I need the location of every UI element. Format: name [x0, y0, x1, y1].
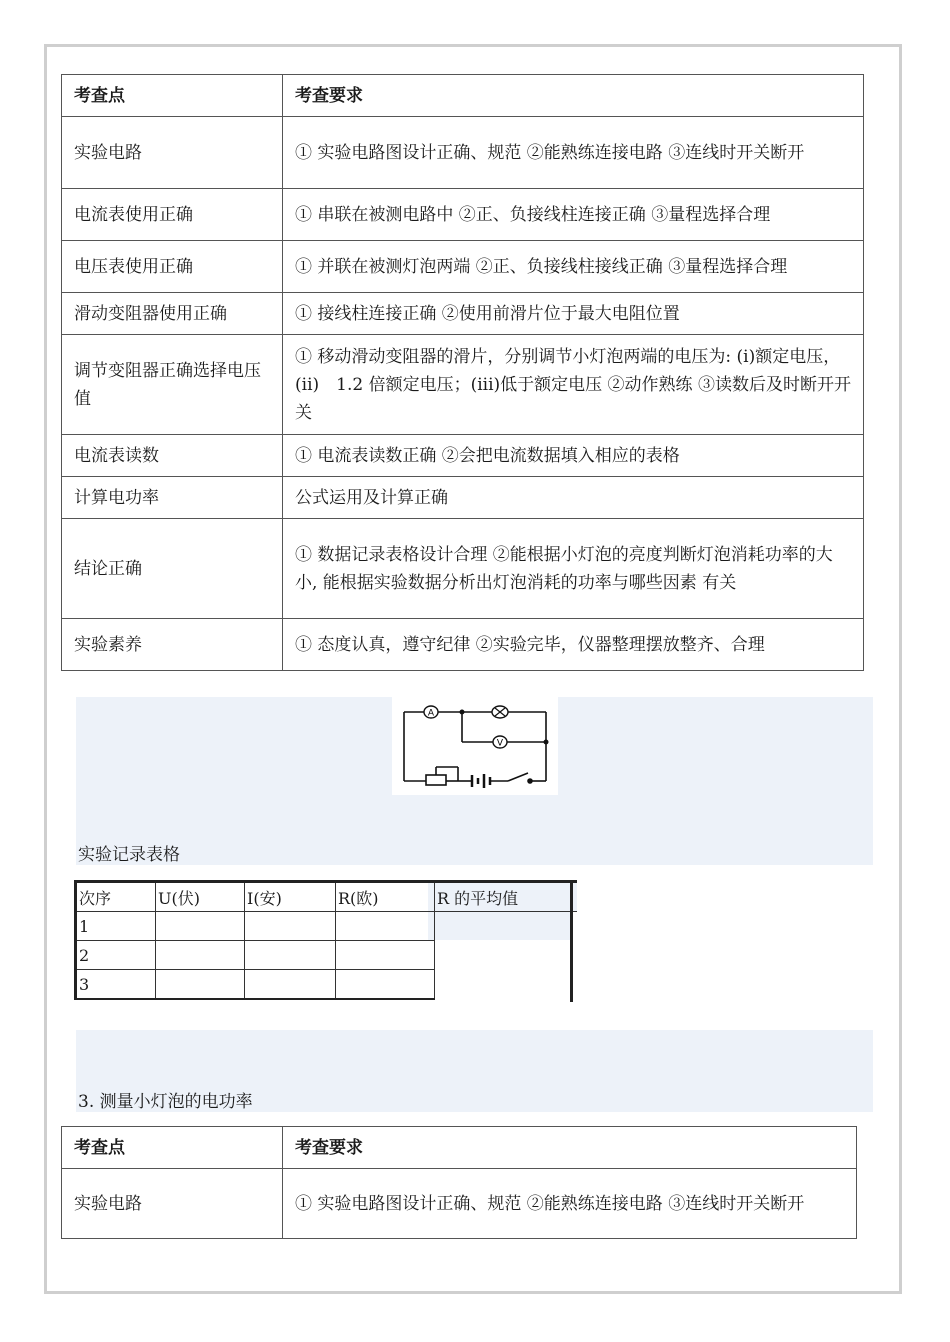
header-cell: 考查要求 [283, 75, 864, 117]
ammeter-symbol [424, 706, 438, 719]
checkpoint-cell: 结论正确 [62, 519, 283, 619]
record-cell: 3 [76, 970, 156, 1000]
section-title: 3. 测量小灯泡的电功率 [78, 1092, 253, 1112]
record-cell [245, 912, 336, 941]
record-cell [245, 941, 336, 970]
checkpoint-cell: 电流表读数 [62, 435, 283, 477]
lamp-symbol [492, 706, 508, 718]
header-cell: 考查要求 [283, 1127, 857, 1169]
record-header-cell: U(伏) [156, 882, 245, 912]
checkpoint-cell: 实验电路 [62, 1169, 283, 1239]
average-cell [435, 912, 578, 941]
average-cell [435, 941, 578, 970]
record-cell: 1 [76, 912, 156, 941]
requirements-table [61, 74, 864, 671]
record-table-caption: 实验记录表格 [78, 845, 180, 865]
requirement-cell: ① 实验电路图设计正确、规范 ②能熟练连接电路 ③连线时开关断开 [283, 117, 864, 189]
checkpoint-cell: 计算电功率 [62, 477, 283, 519]
checkpoint-cell: 电流表使用正确 [62, 189, 283, 241]
requirement-cell: ① 接线柱连接正确 ②使用前滑片位于最大电阻位置 [283, 293, 864, 335]
record-header-cell: 次序 [76, 882, 156, 912]
voltmeter-symbol [493, 736, 507, 749]
voltmeter-label: V [496, 738, 504, 749]
checkpoint-cell: 滑动变阻器使用正确 [62, 293, 283, 335]
record-cell [156, 941, 245, 970]
record-cell [336, 912, 435, 941]
requirement-cell: ① 数据记录表格设计合理 ②能根据小灯泡的亮度判断灯泡消耗功率的大小, 能根据实验数据分析出灯泡消耗的功率与哪些因素 有关 [283, 519, 864, 619]
checkpoint-cell: 实验素养 [62, 619, 283, 671]
checkpoint-cell: 实验电路 [62, 117, 283, 189]
requirement-cell: ① 电流表读数正确 ②会把电流数据填入相应的表格 [283, 435, 864, 477]
checkpoint-cell: 电压表使用正确 [62, 241, 283, 293]
header-cell: 考查点 [62, 75, 283, 117]
requirements-table-2 [61, 1126, 857, 1239]
circuit-diagram [392, 697, 558, 795]
record-cell [156, 912, 245, 941]
record-cell [336, 970, 435, 1000]
record-cell [336, 941, 435, 970]
record-header-cell: I(安) [245, 882, 336, 912]
checkpoint-cell: 调节变阻器正确选择电压值 [62, 335, 283, 435]
requirement-cell: ① 实验电路图设计正确、规范 ②能熟练连接电路 ③连线时开关断开 [283, 1169, 857, 1239]
ammeter-label: A [427, 708, 435, 719]
record-table-right-border [570, 880, 573, 1002]
requirement-cell: ① 串联在被测电路中 ②正、负接线柱连接正确 ③量程选择合理 [283, 189, 864, 241]
record-header-cell: R(欧) [336, 882, 435, 912]
requirement-cell: ① 并联在被测灯泡两端 ②正、负接线柱接线正确 ③量程选择合理 [283, 241, 864, 293]
requirement-cell: ① 态度认真，遵守纪律 ②实验完毕，仪器整理摆放整齐、合理 [283, 619, 864, 671]
average-cell [435, 970, 578, 1000]
header-cell: 考查点 [62, 1127, 283, 1169]
requirement-cell: 公式运用及计算正确 [283, 477, 864, 519]
record-table [74, 880, 577, 1000]
requirement-cell: ① 移动滑动变阻器的滑片，分别调节小灯泡两端的电压为: (i)额定电压，(ii) 1.2 倍额定电压；(iii)低于额定电压 ②动作熟练 ③读数后及时断开开关 [283, 335, 864, 435]
record-cell [245, 970, 336, 1000]
record-cell [156, 970, 245, 1000]
record-header-cell: R 的平均值 [435, 882, 578, 912]
record-cell: 2 [76, 941, 156, 970]
